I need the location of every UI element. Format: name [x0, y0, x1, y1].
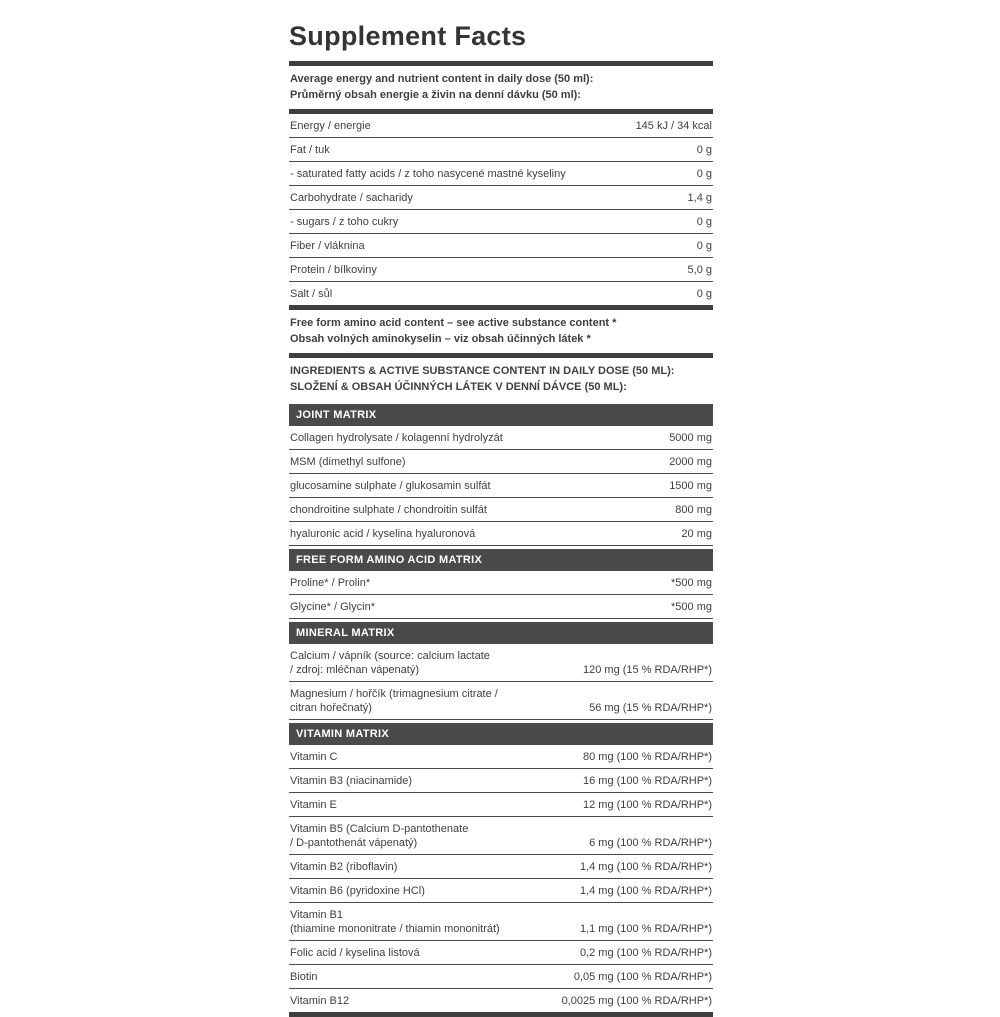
table-row	[289, 769, 713, 793]
row-label: / D-pantothenát vápenatý)	[290, 836, 418, 849]
supplement-facts-label	[289, 22, 713, 1017]
row-label: Glycine* / Glycin*	[290, 600, 375, 613]
row-value: 145 kJ / 34 kcal	[635, 119, 712, 132]
row-label: Collagen hydrolysate / kolagenní hydrolyzát	[290, 431, 503, 444]
row-line	[290, 750, 712, 764]
row-label: MSM (dimethyl sulfone)	[290, 455, 406, 468]
row-line	[290, 922, 712, 936]
row-value: 5,0 g	[687, 263, 712, 276]
row-line	[290, 970, 712, 984]
row-value: 2000 mg	[669, 455, 712, 468]
row-line	[290, 431, 712, 445]
row-line	[290, 687, 712, 701]
table-row	[289, 522, 713, 546]
row-value: 12 mg (100 % RDA/RHP*)	[583, 798, 712, 811]
row-line	[290, 860, 712, 874]
serving-info-line-cz: Průměrný obsah energie a živin na denní dávku (50 ml):	[290, 88, 581, 101]
row-value: 5000 mg	[669, 431, 712, 444]
ingredient-sections	[289, 404, 713, 1012]
serving-info	[289, 66, 713, 109]
row-line	[290, 822, 712, 836]
row-value: 1,1 mg (100 % RDA/RHP*)	[579, 922, 712, 935]
row-label: - saturated fatty acids / z toho nasycené mastné kyseliny	[290, 167, 566, 180]
row-label: Vitamin B1	[290, 908, 343, 921]
row-label: Folic acid / kyselina listová	[290, 946, 420, 959]
table-row	[289, 498, 713, 522]
row-value: 56 mg (15 % RDA/RHP*)	[589, 701, 712, 714]
table-row	[289, 186, 713, 210]
nutrition-table	[289, 114, 713, 305]
row-line	[290, 908, 712, 922]
row-label: hyaluronic acid / kyselina hyaluronová	[290, 527, 476, 540]
row-label: Energy / energie	[290, 119, 371, 132]
row-label: Proline* / Prolin*	[290, 576, 371, 589]
row-label: chondroitine sulphate / chondroitin sulfát	[290, 503, 487, 516]
row-label: / zdroj: mléčnan vápenatý)	[290, 663, 420, 676]
table-row	[289, 258, 713, 282]
row-value: *500 mg	[671, 600, 712, 613]
row-line	[290, 527, 712, 541]
section-rows	[289, 745, 713, 1012]
row-line	[290, 600, 712, 614]
amino-acid-note-line-en: Free form amino acid content – see active substance content *	[290, 316, 617, 329]
row-value: 800 mg	[675, 503, 712, 516]
table-row	[289, 879, 713, 903]
row-line	[290, 884, 712, 898]
row-line	[290, 649, 712, 663]
row-label: Salt / sůl	[290, 287, 333, 300]
row-label: Vitamin B3 (niacinamide)	[290, 774, 413, 787]
row-line	[290, 455, 712, 469]
table-row	[289, 745, 713, 769]
row-label: Vitamin E	[290, 798, 337, 811]
table-row	[289, 282, 713, 305]
row-line	[290, 576, 712, 590]
row-value: 0 g	[696, 239, 712, 252]
row-label: Biotin	[290, 970, 318, 983]
row-line	[290, 994, 712, 1008]
table-row	[289, 450, 713, 474]
table-row	[289, 941, 713, 965]
row-line	[290, 167, 712, 181]
row-line	[290, 663, 712, 677]
table-row	[289, 965, 713, 989]
section-header-bar	[289, 622, 713, 644]
row-label: Protein / bílkoviny	[290, 263, 377, 276]
amino-acid-note	[289, 310, 713, 353]
row-value: 0,2 mg (100 % RDA/RHP*)	[579, 946, 712, 959]
serving-info-line-en: Average energy and nutrient content in daily dose (50 ml):	[290, 72, 594, 85]
table-row	[289, 138, 713, 162]
row-line	[290, 119, 712, 133]
amino-acid-note-line-cz: Obsah volných aminokyselin – viz obsah účinných látek *	[290, 332, 591, 345]
row-label: Vitamin B12	[290, 994, 350, 1007]
row-label: citran hořečnatý)	[290, 701, 372, 714]
row-value: 20 mg	[681, 527, 712, 540]
ingredients-header-line-cz: SLOŽENÍ & OBSAH ÚČINNÝCH LÁTEK V DENNÍ DÁVCE (50 ML):	[290, 380, 627, 393]
row-label: - sugars / z toho cukry	[290, 215, 399, 228]
row-line	[290, 774, 712, 788]
row-label: (thiamine mononitrate / thiamin mononitrát)	[290, 922, 500, 935]
row-value: 1,4 mg (100 % RDA/RHP*)	[579, 884, 712, 897]
row-value: 0,05 mg (100 % RDA/RHP*)	[573, 970, 712, 983]
table-row	[289, 474, 713, 498]
row-value: 1500 mg	[669, 479, 712, 492]
table-row	[289, 793, 713, 817]
divider	[289, 1012, 713, 1017]
row-line	[290, 836, 712, 850]
row-line	[290, 239, 712, 253]
table-row	[289, 903, 713, 941]
row-label: Fiber / vláknina	[290, 239, 365, 252]
table-row	[289, 682, 713, 720]
table-row	[289, 426, 713, 450]
section-header-bar	[289, 549, 713, 571]
table-row	[289, 210, 713, 234]
row-value: 0 g	[696, 215, 712, 228]
section-rows	[289, 644, 713, 720]
row-line	[290, 191, 712, 205]
row-label: glucosamine sulphate / glukosamin sulfát	[290, 479, 491, 492]
row-line	[290, 287, 712, 301]
row-line	[290, 215, 712, 229]
row-line	[290, 701, 712, 715]
table-row	[289, 817, 713, 855]
row-value: 1,4 mg (100 % RDA/RHP*)	[579, 860, 712, 873]
row-label: Vitamin B2 (riboflavin)	[290, 860, 398, 873]
row-label: Carbohydrate / sacharidy	[290, 191, 413, 204]
row-label: Fat / tuk	[290, 143, 330, 156]
row-value: 0 g	[696, 287, 712, 300]
row-value: 80 mg (100 % RDA/RHP*)	[583, 750, 712, 763]
row-value: 16 mg (100 % RDA/RHP*)	[583, 774, 712, 787]
row-value: 6 mg (100 % RDA/RHP*)	[589, 836, 712, 849]
table-row	[289, 855, 713, 879]
section-title: FREE FORM AMINO ACID MATRIX	[296, 553, 483, 566]
row-value: *500 mg	[671, 576, 712, 589]
row-line	[290, 798, 712, 812]
section-title: VITAMIN MATRIX	[296, 727, 390, 740]
row-label: Calcium / vápník (source: calcium lactate	[290, 649, 490, 662]
row-label: Vitamin B6 (pyridoxine HCl)	[290, 884, 425, 897]
row-line	[290, 263, 712, 277]
table-row	[289, 162, 713, 186]
table-row	[289, 644, 713, 682]
row-value: 120 mg (15 % RDA/RHP*)	[583, 663, 712, 676]
row-line	[290, 143, 712, 157]
row-value: 0 g	[696, 167, 712, 180]
row-value: 0,0025 mg (100 % RDA/RHP*)	[561, 994, 712, 1007]
row-label: Vitamin B5 (Calcium D-pantothenate	[290, 822, 469, 835]
row-value: 1,4 g	[687, 191, 712, 204]
page-title: Supplement Facts	[289, 21, 527, 51]
row-label: Magnesium / hořčík (trimagnesium citrate /	[290, 687, 498, 700]
row-value: 0 g	[696, 143, 712, 156]
section-title: JOINT MATRIX	[296, 408, 377, 421]
row-line	[290, 479, 712, 493]
section-header-bar	[289, 723, 713, 745]
row-line	[290, 946, 712, 960]
section-rows	[289, 426, 713, 546]
row-label: Vitamin C	[290, 750, 338, 763]
table-row	[289, 571, 713, 595]
table-row	[289, 114, 713, 138]
section-header-bar	[289, 404, 713, 426]
ingredients-header-line-en: INGREDIENTS & ACTIVE SUBSTANCE CONTENT IN DAILY DOSE (50 ML):	[290, 364, 675, 377]
section-title: MINERAL MATRIX	[296, 626, 395, 639]
table-row	[289, 989, 713, 1012]
table-row	[289, 234, 713, 258]
table-row	[289, 595, 713, 619]
section-rows	[289, 571, 713, 619]
row-line	[290, 503, 712, 517]
ingredients-header	[289, 358, 713, 401]
